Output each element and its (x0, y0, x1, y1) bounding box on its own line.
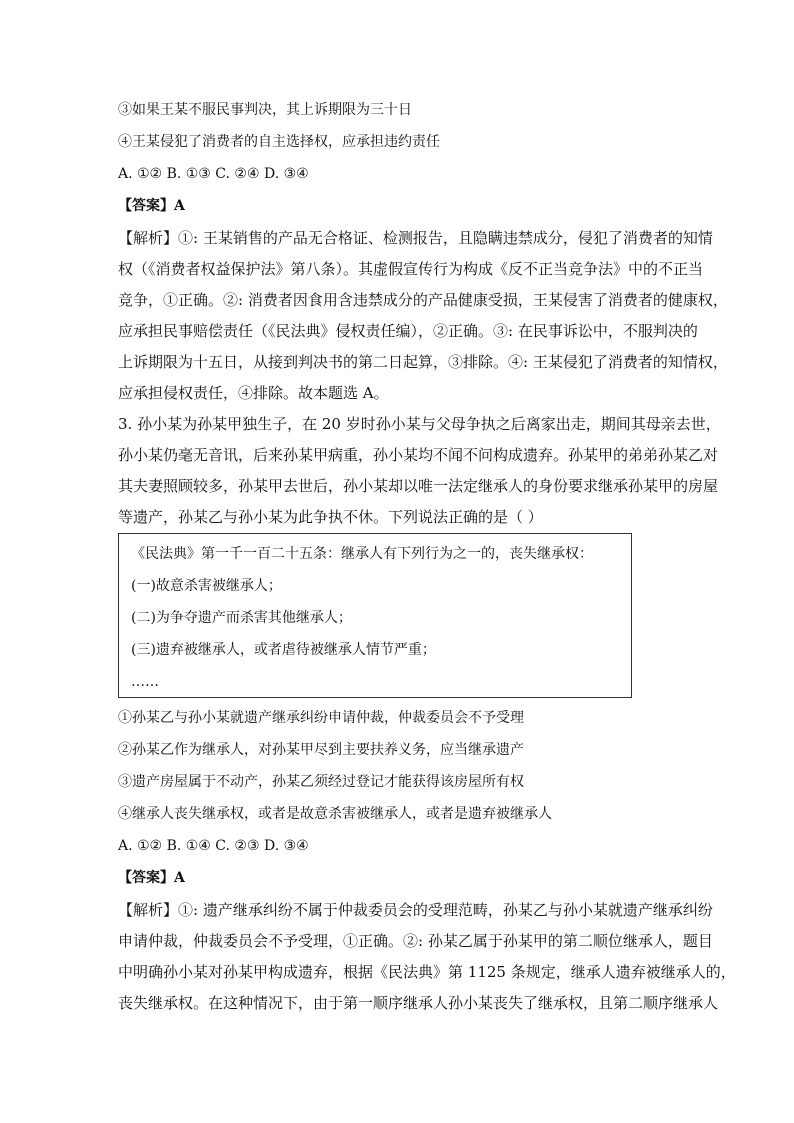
excerpt-line: …… (131, 674, 159, 690)
option-3: ③遗产房屋属于不动产，孙某乙须经过登记才能获得该房屋所有权 (118, 774, 524, 790)
answer: 【答案】A (118, 870, 185, 886)
question-stem-line: 等遗产，孙某乙与孙小某为此争执不休。下列说法正确的是（ ） (118, 508, 543, 526)
analysis-line: 权（《消费者权益保护法》第八条）。其虚假宣传行为构成《反不正当竞争法》中的不正当 (118, 260, 704, 278)
option-2: ②孙某乙作为继承人，对孙某甲尽到主要扶养义务，应当继承遗产 (118, 742, 524, 758)
option-3: ③如果王某不服民事判决，其上诉期限为三十日 (118, 102, 412, 118)
question-stem-line: 其夫妻照顾较多，孙某甲去世后，孙小某却以唯一法定继承人的身份要求继承孙某甲的房屋 (118, 477, 719, 495)
analysis-line: 中明确孙小某对孙某甲构成遗弃，根据《民法典》第 1125 条规定，继承人遗弃被继承人的， (118, 963, 736, 981)
choices: A. ①② B. ①④ C. ②③ D. ③④ (118, 838, 309, 854)
answer: 【答案】A (118, 198, 185, 214)
analysis-line: 竞争，①正确。②: 消费者因食用含违禁成分的产品健康受损，王某侵害了消费者的健康权， (118, 291, 728, 309)
excerpt-line: 《民法典》第一千一百二十五条：继承人有下列行为之一的，丧失继承权： (131, 546, 593, 562)
excerpt-line: (二)为争夺遗产而杀害其他继承人； (131, 610, 352, 626)
question-stem-line: 孙小某仍毫无音讯，后来孙某甲病重，孙小某均不闻不问构成遗弃。孙某甲的弟弟孙某乙对 (118, 446, 719, 464)
analysis-line: 应承担侵权责任，④排除。故本题选 A。 (118, 384, 389, 402)
option-1: ①孙某乙与孙小某就遗产继承纠纷申请仲裁，仲裁委员会不予受理 (118, 710, 524, 726)
analysis-line: 丧失继承权。在这种情况下，由于第一顺序继承人孙小某丧失了继承权，且第二顺序继承人 (118, 994, 719, 1012)
excerpt-line: (一)故意杀害被继承人； (131, 578, 282, 594)
choices: A. ①② B. ①③ C. ②④ D. ③④ (118, 166, 309, 182)
analysis-line: 【解析】①: 遗产继承纠纷不属于仲裁委员会的受理范畴，孙某乙与孙小某就遗产继承纠纷 (118, 901, 713, 919)
option-4: ④继承人丧失继承权，或者是故意杀害被继承人，或者是遗弃被继承人 (118, 806, 552, 822)
analysis-line: 申请仲裁，仲裁委员会不予受理，①正确。②: 孙某乙属于孙某甲的第二顺位继承人，题目 (118, 932, 713, 950)
analysis-line: 上诉期限为十五日，从接到判决书的第二日起算，③排除。④: 王某侵犯了消费者的知情权， (118, 353, 728, 371)
option-4: ④王某侵犯了消费者的自主选择权，应承担违约责任 (118, 134, 440, 150)
legal-excerpt-box (118, 533, 632, 698)
analysis-line: 【解析】①: 王某销售的产品无合格证、检测报告，且隐瞒违禁成分，侵犯了消费者的知情 (118, 229, 713, 247)
question-stem-line: 3. 孙小某为孙某甲独生子，在 20 岁时孙小某与父母争执之后离家出走，期间其母亲去世， (118, 415, 721, 433)
excerpt-line: (三)遗弃被继承人，或者虐待被继承人情节严重； (131, 642, 436, 658)
analysis-line: 应承担民事赔偿责任（《民法典》侵权责任编），②正确。③: 在民事诉讼中，不服判决的 (118, 322, 698, 340)
